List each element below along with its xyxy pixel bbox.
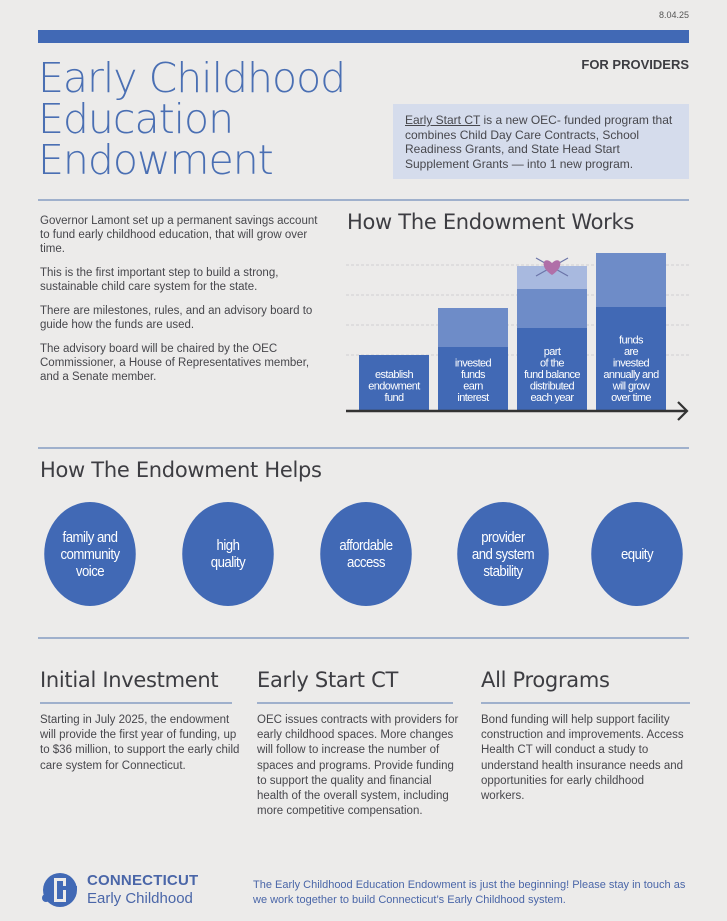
step-label: each year [530,392,574,404]
helps-heading: How The Endowment Helps [40,458,322,482]
works-heading: How The Endowment Works [347,210,634,234]
benefit-label [60,529,119,580]
benefit-label-line: and system [471,545,535,563]
initial-investment-text: Starting in July 2025, the endowment will provide the first year of funding, up to $36 million, to support the early child care system for Connecticut. [40,714,240,772]
benefit-label-line: family and [62,528,118,546]
intro-paragraph: The advisory board will be chaired by the OEC Commissioner, a House of Representatives member, and a Senate member. [40,343,310,383]
endowment-steps-diagram [340,240,700,430]
title-line: Education [38,95,234,143]
audience-label: FOR PROVIDERS [581,57,689,72]
ct-logo-icon [40,870,80,910]
step-label: invested [612,357,650,370]
step-label: fund balance [524,369,580,381]
intro-paragraph: This is the first important step to build a strong, sustainable child care system for the state. [40,267,279,293]
logo-line-2: Early Childhood [87,890,193,907]
intro-paragraph: There are milestones, rules, and an advisory board to guide how the funds are used. [40,305,313,331]
page-title [38,54,378,184]
all-programs-text: Bond funding will help support facility construction and improvements. Access Health CT will conduct a study to understand health insurance needs and opportunities for early childhood workers. [481,714,684,803]
early-start-callout [393,104,689,179]
footer-message: The Early Childhood Education Endowment is just the beginning! Please stay in touch as we work together to build Connecticut’s Early Childhood system. [253,879,686,906]
benefit-label-line: community [60,545,120,563]
benefit-circle [182,502,274,606]
step-label: of the [540,357,564,370]
heading-underline [257,702,453,704]
intro-text [40,214,330,394]
all-programs-heading: All Programs [481,668,610,692]
benefit-label [211,537,245,571]
benefit-label-line: equity [620,545,654,563]
step-label: over time [611,392,651,404]
step-label: are [623,346,639,358]
early-start-heading: Early Start CT [257,668,398,692]
step-label: will grow [612,380,650,393]
benefit-label-line: stability [483,562,523,580]
top-accent-bar [38,30,689,43]
logo-line-1: CONNECTICUT [87,872,199,889]
benefit-label [339,537,392,571]
benefit-label-line: quality [210,554,246,571]
step-label: interest [457,392,489,404]
step-label: distributed [529,380,575,393]
title-line: Endowment [38,136,273,184]
step-label: funds [461,369,485,381]
step-label: earn [463,380,483,393]
benefit-label-line: voice [75,562,105,580]
benefit-circle [457,502,549,606]
benefit-label [621,546,653,563]
benefit-circle [44,502,136,606]
title-line: Early Childhood [38,54,346,102]
step-label: establish [374,369,414,381]
divider [38,199,689,201]
step-label: annually and [603,369,659,381]
benefit-label-line: provider [481,528,525,546]
step-label: endowment [368,380,420,393]
benefit-label-line: access [347,554,385,571]
bar-segment-mid [517,289,587,328]
callout-text: is a new OEC- funded program that combines Child Day Care Contracts, School Readiness Grants, and State Head Start Supplement Grants — into 1 new program. [405,113,673,171]
bar-segment-mid [596,253,666,307]
benefit-circle [320,502,412,606]
intro-paragraph: Governor Lamont set up a permanent savings account to fund early childhood education, that will grow over time. [40,215,318,255]
early-start-link[interactable]: Early Start CT [405,113,481,127]
step-label: funds [619,334,643,347]
step-label: fund [384,392,404,404]
divider [38,447,689,449]
ct-early-childhood-logo [40,870,220,910]
benefit-label [472,529,534,580]
initial-investment-heading: Initial Investment [40,668,219,692]
bar-segment-mid [438,308,508,347]
heading-underline [481,702,690,704]
document-date: 8.04.25 [658,10,689,20]
benefit-circle [591,502,683,606]
benefit-label-line: high [216,537,240,554]
step-label: invested [454,357,492,370]
divider [38,637,689,639]
heading-underline [40,702,232,704]
early-start-text: OEC issues contracts with providers for early childhood spaces. More changes will follow to increase the number of spaces and programs. Provide funding to support the quality and financial health of the overall system, including more competitive compensation. [257,714,459,818]
benefit-label-line: affordable [339,537,393,554]
step-label: part [543,346,561,358]
